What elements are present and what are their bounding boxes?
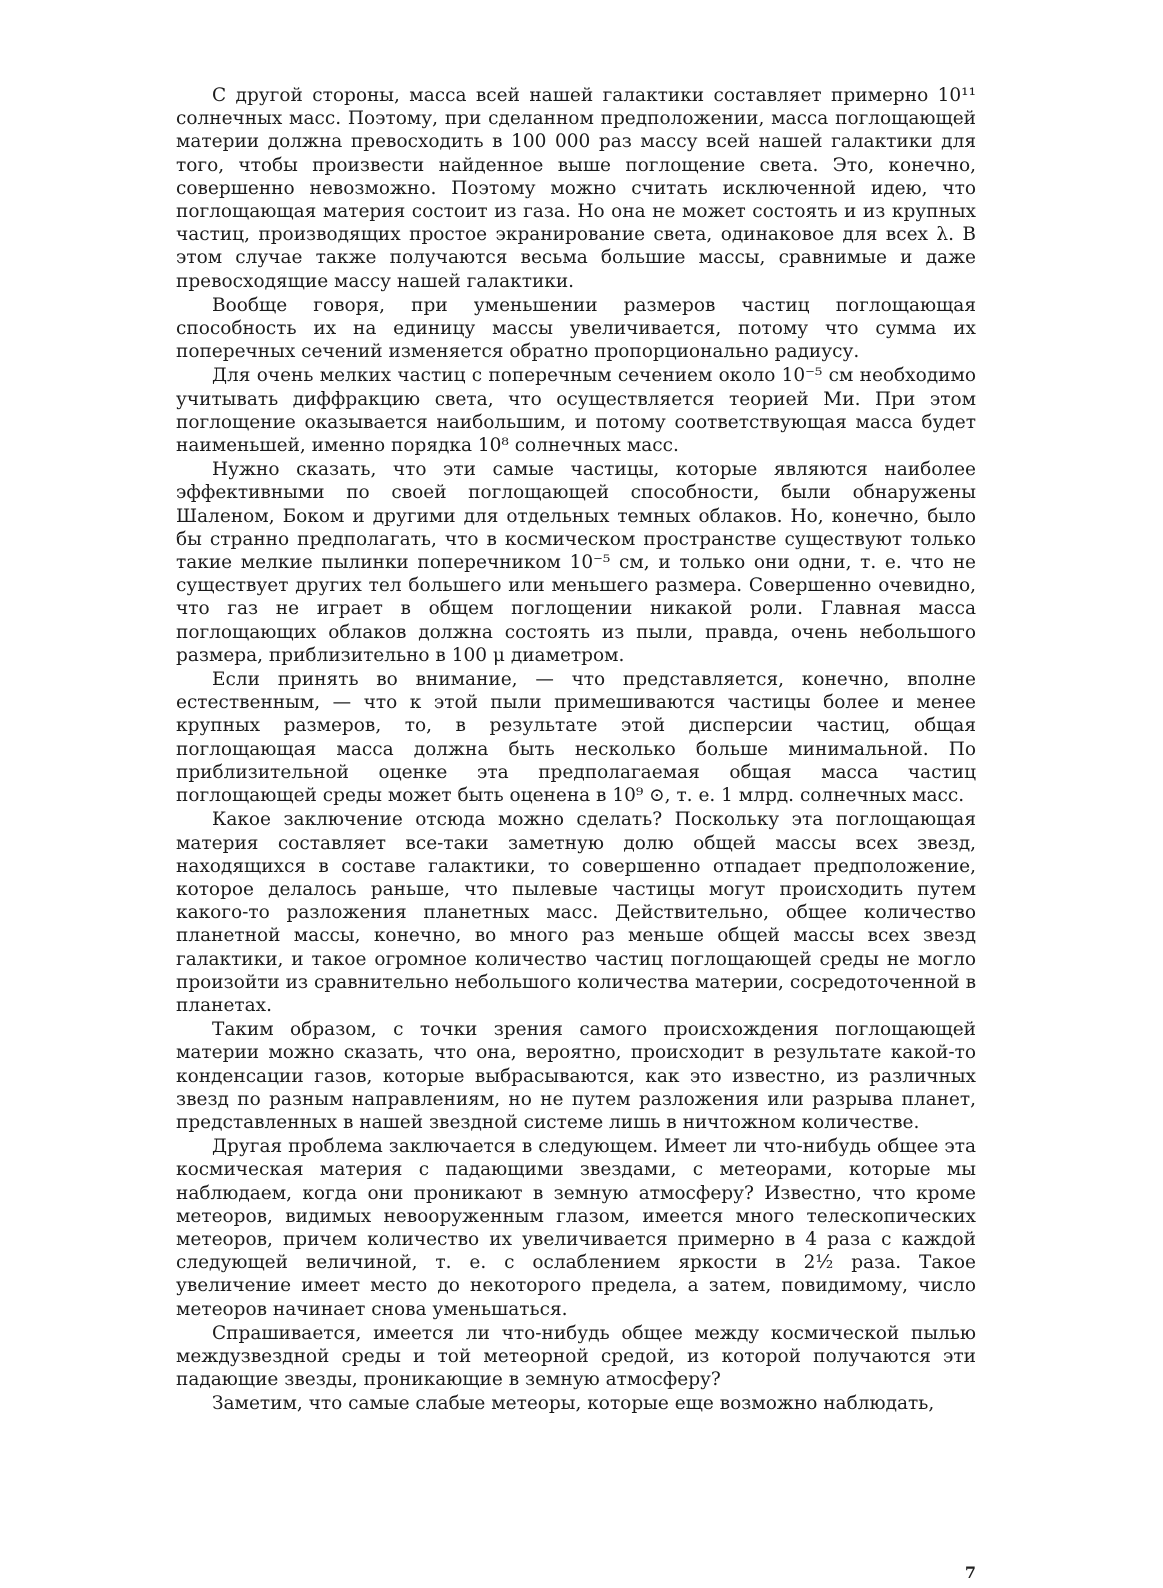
paragraph-7: Таким образом, с точки зрения самого происхождения поглощающей материи можно сказать, что она, вероятно, происходит в результате какой-то конденсации газов, которые выбрасываются, как это известно, из различных звезд по разным направлениям, но не путем разложения или разрыва планет, представленных в нашей звездной системе лишь в ничтожном количестве. xyxy=(176,1019,976,1133)
paragraph-4: Нужно сказать, что эти самые частицы, которые являются наиболее эффективными по своей поглощающей способности, были обнаружены Шаленом, Боком и другими для отдельных темных облаков. Но, конечно, было бы странно предполагать, что в космическом пространстве существуют только такие мелкие пылинки поперечником 10⁻⁵ см, и только они одни, т. е. что не существует других тел большего или меньшего размера. Совершенно очевидно, что газ не играет в общем поглощении никакой роли. Главная масса поглощающих облаков должна состоять из пыли, правда, очень небольшого размера, приблизительно в 100 μ диаметром. xyxy=(176,459,976,666)
paragraph-6: Какое заключение отсюда можно сделать? Поскольку эта поглощающая материя составляет все-таки заметную долю общей массы всех звезд, находящихся в составе галактики, то совершенно отпадает предположение, которое делалось раньше, что пылевые частицы могут происходить путем какого-то разложения планетных масс. Действительно, общее количество планетной массы, конечно, во много раз меньше общей массы всех звезд галактики, и такое огромное количество частиц поглощающей среды не могло произойти из сравнительно небольшого количества материи, сосредоточенной в планетах. xyxy=(176,809,976,1016)
paragraph-3: Для очень мелких частиц с поперечным сечением около 10⁻⁵ см необходимо учитывать диффракцию света, что осуществляется теорией Ми. При этом поглощение оказывается наибольшим, и потому соответствующая масса будет наименьшей, именно порядка 10⁸ солнечных масс. xyxy=(176,365,976,457)
paragraph-1: С другой стороны, масса всей нашей галактики составляет примерно 10¹¹ солнечных масс. Поэтому, при сделанном предположении, масса поглощающей материи должна превосходить в 100 000 раз массу всей нашей галактики для того, чтобы произвести найденное выше поглощение света. Это, конечно, совершенно невозможно. Поэтому можно считать исключенной идею, что поглощающая материя состоит из газа. Но она не может состоять и из крупных частиц, производящих простое экранирование света, одинаковое для всех λ. В этом случае также получаются весьма большие массы, сравнимые и даже превосходящие массу нашей галактики. xyxy=(176,85,976,292)
paragraph-8: Другая проблема заключается в следующем. Имеет ли что-нибудь общее эта космическая материя с падающими звездами, с метеорами, которые мы наблюдаем, когда они проникают в земную атмосферу? Известно, что кроме метеоров, видимых невооруженным глазом, имеется много телескопических метеоров, причем количество их увеличивается примерно в 4 раза с каждой следующей величиной, т. е. с ослаблением яркости в 2½ раза. Такое увеличение имеет место до некоторого предела, а затем, повидимому, число метеоров начинает снова уменьшаться. xyxy=(176,1136,976,1320)
paragraph-9: Спрашивается, имеется ли что-нибудь общее между космической пылью междузвездной среды и той метеорной средой, из которой получаются эти падающие звезды, проникающие в земную атмосферу? xyxy=(176,1322,976,1391)
paragraph-10: Заметим, что самые слабые метеоры, которые еще возможно наблюдать, xyxy=(212,1393,935,1415)
paragraph-5: Если принять во внимание, — что представляется, конечно, вполне естественным, — что к этой пыли примешиваются частицы более и менее крупных размеров, то, в результате этой дисперсии частиц, общая поглощающая масса должна быть несколько больше минимальной. По приблизительной оценке эта предполагаемая общая масса частиц поглощающей среды может быть оценена в 10⁹ ⊙, т. е. 1 млрд. солнечных масс. xyxy=(176,669,976,807)
document-page xyxy=(176,84,976,1582)
paragraph-2: Вообще говоря, при уменьшении размеров частиц поглощающая способность их на единицу массы увеличивается, потому что сумма их поперечных сечений изменяется обратно пропорционально радиусу. xyxy=(176,294,976,363)
page-number: 7 xyxy=(964,1562,976,1582)
